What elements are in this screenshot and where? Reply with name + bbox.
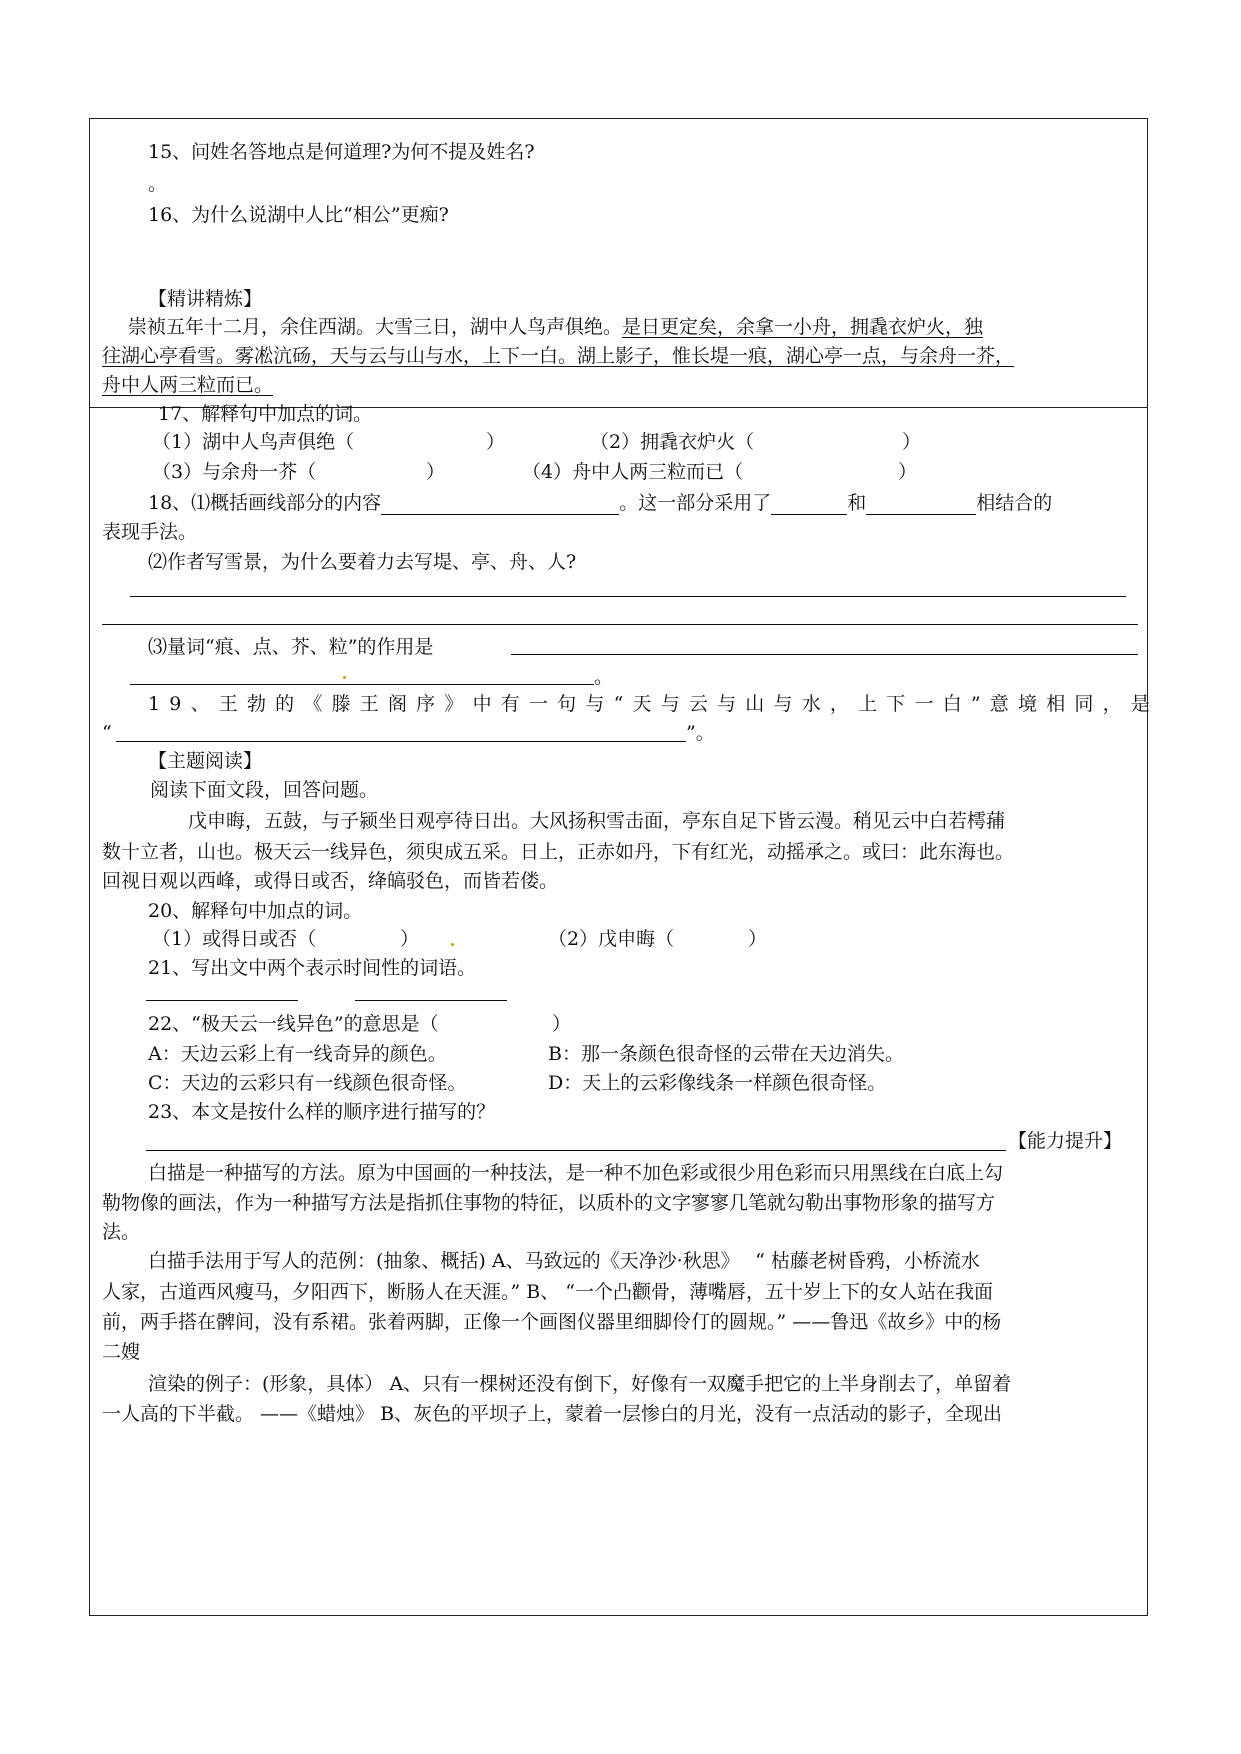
question-23: 23、本文是按什么样的顺序进行描写的？: [148, 1101, 496, 1123]
question-17: 17、解释句中加点的词。: [158, 403, 373, 425]
passage2-line2: 数十立者，山也。极天云一线异色，须臾成五采。日上，正赤如丹，下有红光，动摇承之。或曰：此东海也。: [102, 841, 1015, 863]
q21-answer-line-1[interactable]: [146, 1000, 298, 1001]
q20-item-2-close: ）: [748, 928, 768, 950]
baimiao-line7: 二嫂: [102, 1341, 141, 1363]
q22-option-c: C：天边的云彩只有一线颜色很奇怪。: [148, 1072, 467, 1094]
question-18-sub2: ⑵作者写雪景，为什么要着力去写堤、亭、舟、人?: [148, 551, 577, 573]
question-15-end: 。: [148, 173, 168, 195]
q20-item-1-close: ）: [400, 928, 420, 950]
question-15: 15、问姓名答地点是何道理?为何不提及姓名?: [148, 141, 535, 163]
q17-item-2-close: ）: [902, 431, 922, 453]
emphasis-dot: [451, 943, 454, 946]
passage1-line3: 舟中人两三粒而已。: [102, 374, 274, 396]
q18-answer-line-2[interactable]: [102, 624, 1138, 625]
q19-answer-line[interactable]: [116, 741, 686, 742]
q18-blank-method2[interactable]: [866, 494, 976, 515]
reading-instruction: 阅读下面文段，回答问题。: [150, 779, 379, 801]
q17-item-1-close: ）: [486, 431, 506, 453]
question-19-close-quote: ”。: [686, 722, 715, 744]
q17-item-4-close: ）: [898, 461, 918, 483]
baimiao-line6: 前，两手搭在髀间，没有系裙。张着两脚，正像一个画图仪器里细脚伶仃的圆规。” ——鲁迅《故乡》中的杨: [102, 1311, 1002, 1333]
passage1-line1: [128, 315, 983, 339]
q18-part2: 。这一部分采用了: [619, 492, 772, 514]
passage2-line1: 戊申晦，五鼓，与子颍坐日观亭待日出。大风扬积雪击面，亭东自足下皆云漫。稍见云中白若樗蒱: [188, 810, 1006, 832]
q18-sub3-answer-line-1[interactable]: [511, 654, 1138, 655]
q20-item-1-open: （1）或得日或否（: [152, 928, 317, 950]
q18-answer-line-1[interactable]: [130, 596, 1126, 597]
q18-blank-content[interactable]: [381, 494, 619, 515]
q23-answer-line[interactable]: [146, 1150, 1006, 1151]
baimiao-line3: 法。: [102, 1221, 141, 1243]
question-18-line2: 表现手法。: [102, 521, 198, 543]
q20-item-2-open: （2）戊申晦（: [548, 928, 675, 950]
q17-item-3-open: （3）与余舟一芥（: [152, 461, 317, 483]
emphasis-dot: [343, 676, 346, 679]
q18-part1: 18、⑴概括画线部分的内容: [148, 492, 382, 514]
q22-option-b: B：那一条颜色很奇怪的云带在天边消失。: [548, 1043, 904, 1065]
question-19-open-quote: “: [102, 722, 112, 744]
question-22-close: ）: [552, 1013, 572, 1035]
question-18: [148, 491, 1052, 515]
question-22: 22、“极天云一线异色”的意思是（: [148, 1013, 439, 1035]
passage1-line2: 往湖心亭看雪。雾凇沆砀，天与云与山与水，上下一白。湖上影子，惟长堤一痕，湖心亭一点，与余舟一芥，: [102, 345, 1015, 367]
q17-item-2-open: （2）拥毳衣炉火（: [590, 431, 755, 453]
section-heading-zhuti: 【主题阅读】: [148, 750, 263, 772]
passage1-line1-underlined: 是日更定矣，余拿一小舟，拥毳衣炉火，独: [622, 316, 984, 338]
question-16: 16、为什么说湖中人比“相公”更痴?: [148, 204, 449, 226]
question-20: 20、解释句中加点的词。: [148, 900, 363, 922]
q18-sub3-answer-line-2[interactable]: [130, 684, 594, 685]
baimiao-line2: 勒物像的画法，作为一种描写方法是指抓住事物的特征，以质朴的文字寥寥几笔就勾勒出事物形象的描写方: [102, 1192, 996, 1214]
baimiao-line5: 人家，古道西风瘦马，夕阳西下，断肠人在天涯。” B、 “一个凸颧骨，薄嘴唇，五十岁上下的女人站在我面: [102, 1281, 993, 1303]
q17-item-1-open: （1）湖中人鸟声俱绝（: [152, 431, 355, 453]
question-18-sub3-end: 。: [594, 666, 614, 688]
baimiao-line8: 渲染的例子：(形象，具体） A、只有一棵树还没有倒下，好像有一双魔手把它的上半身削去了，单留着: [148, 1373, 1012, 1395]
q17-item-4-open: （4）舟中人两三粒而已（: [522, 461, 744, 483]
section-heading-jingjiang: 【精讲精炼】: [148, 288, 263, 310]
q18-part4: 相结合的: [976, 492, 1053, 514]
q18-part3: 和: [847, 492, 867, 514]
q18-blank-method1[interactable]: [771, 494, 847, 515]
q17-item-3-close: ）: [426, 461, 446, 483]
baimiao-line9: 一人高的下半截。 ——《蜡烛》 B、灰色的平坝子上，蒙着一层惨白的月光，没有一点活动的影子，全现出: [102, 1403, 1003, 1425]
baimiao-line4: 白描手法用于写人的范例：(抽象、概括) A、马致远的《天净沙·秋思》 “ 枯藤老树昏鸦，小桥流水: [148, 1250, 980, 1272]
passage1-line1-plain: 崇祯五年十二月，余住西湖。大雪三日，湖中人鸟声俱绝。: [128, 316, 623, 338]
q22-option-d: D：天上的云彩像线条一样颜色很奇怪。: [548, 1072, 887, 1094]
question-18-sub3: ⑶量词“痕、点、芥、粒”的作用是: [148, 636, 434, 658]
section-heading-nengli: 【能力提升】: [1008, 1130, 1123, 1152]
q22-option-a: A：天边云彩上有一线奇异的颜色。: [148, 1043, 447, 1065]
question-21: 21、写出文中两个表示时间性的词语。: [148, 957, 477, 979]
passage2-line3: 回视日观以西峰，或得日或否，绛皜驳色，而皆若偻。: [102, 870, 559, 892]
q21-answer-line-2[interactable]: [355, 1000, 507, 1001]
baimiao-line1: 白描是一种描写的方法。原为中国画的一种技法，是一种不加色彩或很少用色彩而只用黑线在白底上勾: [148, 1162, 1004, 1184]
question-19: 19、王勃的《滕王阁序》中有一句与“天与云与山与水，上下一白”意境相同，是: [148, 693, 1160, 715]
